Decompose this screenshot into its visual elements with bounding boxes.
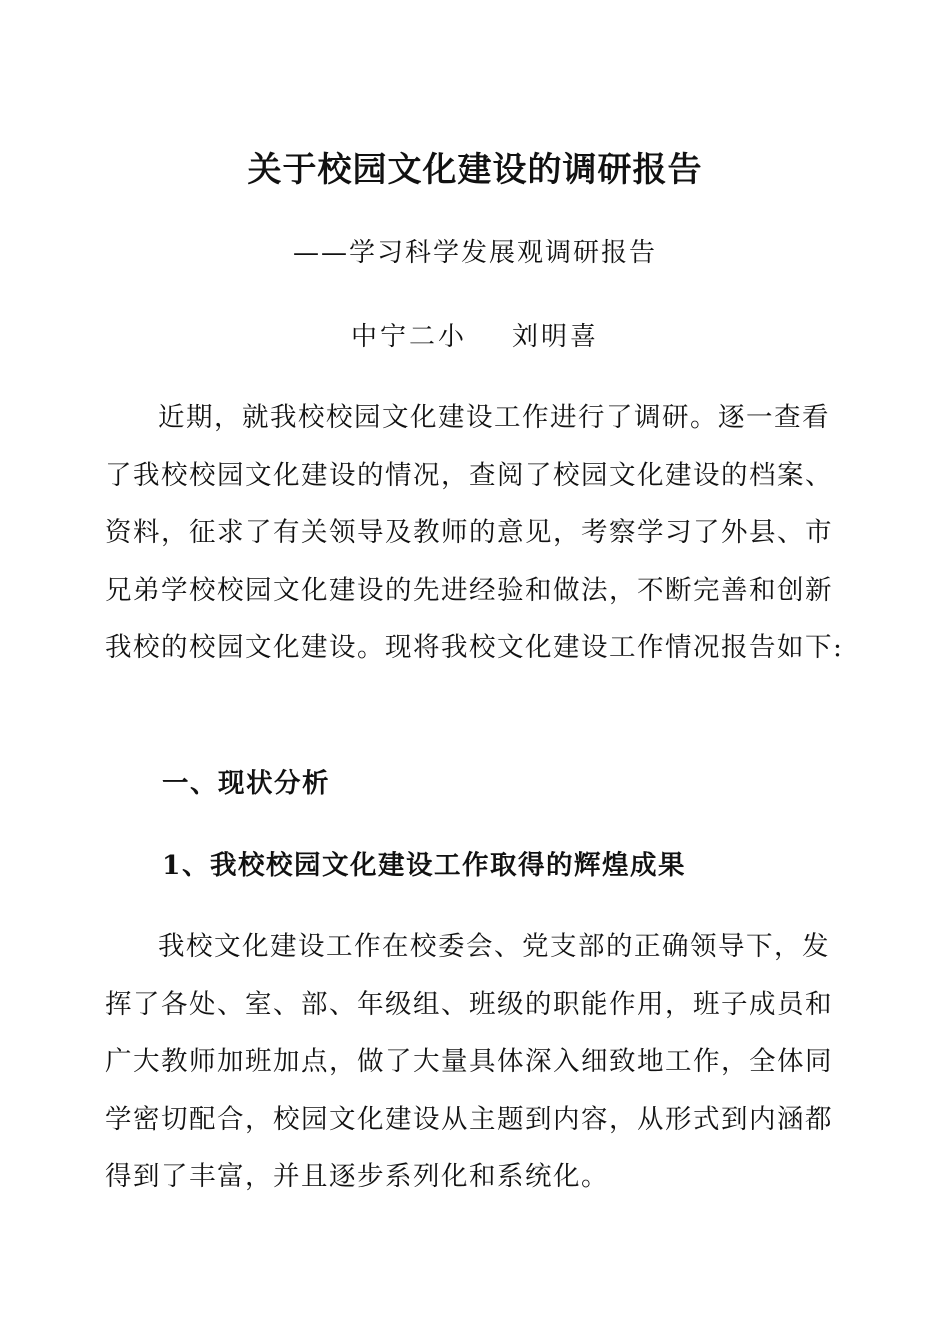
section-heading-status-analysis: 一、现状分析: [162, 768, 330, 799]
subsection-heading-achievements: 1、我校校园文化建设工作取得的辉煌成果: [162, 850, 686, 881]
document-author: 中宁二小 刘明喜: [350, 322, 600, 352]
document-title: 关于校园文化建设的调研报告: [247, 150, 703, 190]
intro-paragraph: 近期，就我校校园文化建设工作进行了调研。逐一查看了我校校园文化建设的情况，查阅了校园文化建设的档案、资料，征求了有关领导及教师的意见，考察学习了外县、市兄弟学校校园文化建设的先进经验和做法，不断完善和创新我校的校园文化建设。现将我校文化建设工作情况报告如下:: [105, 402, 844, 663]
achievements-paragraph: 我校文化建设工作在校委会、党支部的正确领导下，发挥了各处、室、部、年级组、班级的职能作用，班子成员和广大教师加班加点，做了大量具体深入细致地工作，全体同学密切配合，校园文化建设从主题到内容，从形式到内涵都得到了丰富，并且逐步系列化和系统化。: [105, 931, 833, 1192]
document-subtitle: ——学习科学发展观调研报告: [292, 238, 657, 268]
